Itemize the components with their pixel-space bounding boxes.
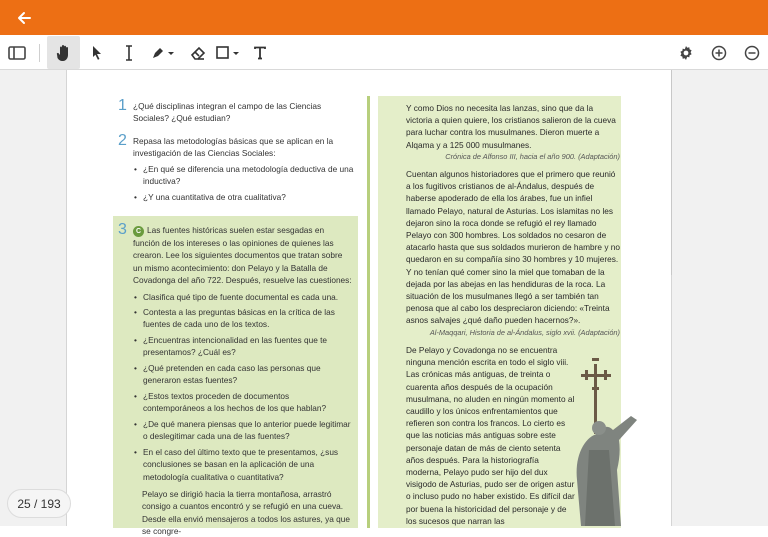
text-tool-icon[interactable] bbox=[246, 39, 274, 67]
question-2-text: Repasa las metodologías básicas que se aplican en la investigación de las Ciencias Sociales: bbox=[133, 136, 334, 159]
annotation-toolbar bbox=[0, 35, 768, 70]
list-item: • En el caso del último texto que te presentamos, ¿sus conclusiones se basan en la aplicación de una metodología cualitativa o cuantitativa? bbox=[143, 446, 353, 483]
source-1-text: Y como Dios no necesita las lanzas, sino que da la victoria a quien quiere, los cristianos salieron de la cueva para luchar contra los musulmanes. Dieron muerte a Alqama y a 125 000 musulmanes. bbox=[406, 103, 616, 150]
eraser-icon[interactable] bbox=[184, 39, 212, 67]
source-3-text: De Pelayo y Covadonga no se encuentra ninguna mención escrita en todo el siglo viii. Las crónicas más antiguas, de treinta o cuarenta años después de la ocupación musulmana, no aluden en ningún momento al caudillo y los únicos enfrentamientos que refieren son contra los francos. Lo cierto es que las noticias más antiguas sobre este personaje datan de más de ciento setenta años después. Para la historiografía moderna, Pelayo pudo ser hijo del dux visigodo de Asturias, pudo ser de origen astur o incluso pudo no haber existido. Es difícil dar por buena la historicidad del personaje y de los sucesos que narran las bbox=[406, 345, 575, 526]
list-item: • Contesta a las preguntas básicas en la crítica de las fuentes de cada uno de los textos. bbox=[143, 306, 353, 331]
source-2-citation: Al-Maqqari, Historia de al-Ándalus, siglo xvii. (Adaptación) bbox=[429, 327, 620, 337]
settings-icon[interactable] bbox=[672, 39, 700, 67]
source-text: Pelayo se dirigió hacia la tierra montañosa, arrastró consigo a cuantos encontró y se refugió en una cueva. Desde ella envió mensajeros a todos los astures, ya que se congre- bbox=[142, 489, 351, 536]
zoom-in-icon[interactable] bbox=[705, 39, 733, 67]
question-3-text bbox=[133, 224, 352, 286]
sidebar-toggle-icon[interactable] bbox=[3, 39, 31, 67]
zoom-out-icon[interactable] bbox=[738, 39, 766, 67]
scrollbar-track[interactable] bbox=[671, 70, 672, 275]
document-page bbox=[66, 70, 672, 536]
source-1 bbox=[406, 102, 620, 163]
source-1-citation: Crónica de Alfonso III, hacia el año 900. (Adaptación) bbox=[445, 151, 620, 161]
select-arrow-icon[interactable] bbox=[83, 39, 111, 67]
list-item: • Clasifica qué tipo de fuente documental es cada una. bbox=[143, 291, 353, 303]
hand-tool-icon[interactable] bbox=[47, 36, 80, 69]
question-number: 1 bbox=[118, 97, 127, 114]
column-divider bbox=[367, 96, 370, 528]
page-indicator: 25 / 193 bbox=[7, 489, 71, 518]
list-item: • ¿Estos textos proceden de documentos contemporáneos a los hechos de los que hablan? bbox=[143, 390, 353, 415]
list-item: • ¿Y una cuantitativa de otra cualitativa? bbox=[143, 191, 359, 203]
question-1-text: ¿Qué disciplinas integran el campo de las Ciencias Sociales? ¿Qué estudian? bbox=[133, 101, 322, 124]
arrow-left-icon[interactable] bbox=[14, 8, 34, 28]
document-viewer[interactable] bbox=[0, 70, 768, 536]
text-cursor-icon[interactable] bbox=[115, 39, 143, 67]
list-item: • ¿Qué pretenden en cada caso las personas que generaron estas fuentes? bbox=[143, 362, 353, 387]
competence-badge: C bbox=[133, 226, 144, 237]
shape-tool-icon[interactable] bbox=[214, 39, 244, 67]
toolbar-divider bbox=[39, 44, 40, 62]
source-2-text: Cuentan algunos historiadores que el primero que reunió a los fugitivos cristianos de al-Ándalus, después de haberse apoderado de ella los árabes, fue un infiel llamado Pelayo, natural de Asturias. Los islamitas no les dejaron sino la roca donde se refugió el rey llamado Pelayo con 300 hombres. Los soldados no cesaron de atacarlo hasta que sus soldados murieron de hambre y no quedaron en su compañía sino 30 hombres y 10 mujeres. Y no tenían qué comer sino la miel que tomaban de la dejada por las abejas en las hendiduras de la roca. La situación de los musulmanes llegó a ser también tan penosa que al cabo los despreciaron diciendo: «Treinta asnos salvajes ¿qué daño pueden hacernos?». bbox=[406, 169, 621, 326]
source-2 bbox=[406, 168, 620, 339]
list-item: • ¿Encuentras intencionalidad en las fuentes que te presentamos? ¿Cuál es? bbox=[143, 334, 353, 359]
source-3 bbox=[406, 344, 576, 527]
list-item: • ¿De qué manera piensas que lo anterior puede legitimar o deslegitimar cada una de las fuentes? bbox=[143, 418, 353, 443]
question-3-intro: Las fuentes históricas suelen estar sesgadas en función de los intereses o las opiniones de quienes las crearon. Lee los siguientes documentos que tratan sobre un mismo acontecimiento: don Pelayo y la Batalla de Covadonga del año 722. Después, resuelve las cuestiones: bbox=[133, 225, 352, 285]
question-number: 3 bbox=[118, 221, 127, 238]
pelayo-statue-image bbox=[561, 350, 647, 526]
list-item: • ¿En qué se diferencia una metodología deductiva de una inductiva? bbox=[143, 163, 359, 188]
question-number: 2 bbox=[118, 132, 127, 149]
pen-tool-icon[interactable] bbox=[149, 39, 179, 67]
app-header bbox=[0, 0, 768, 35]
